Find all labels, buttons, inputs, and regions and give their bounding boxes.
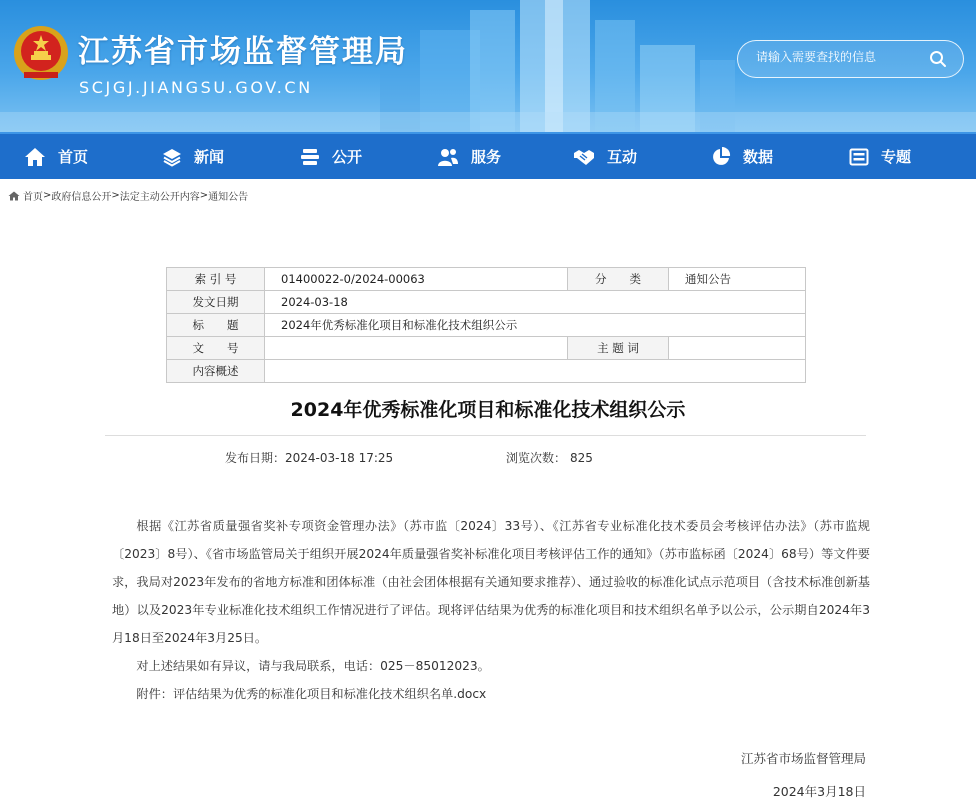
- table-row: [167, 360, 806, 383]
- site-domain: SCJGJ.JIANGSU.GOV.CN: [79, 78, 313, 97]
- publish-date: [225, 449, 393, 466]
- table-row: [167, 291, 806, 314]
- article-paragraph: 对上述结果如有异议，请与我局联系，电话：025－85012023。: [136, 659, 490, 673]
- breadcrumb-separator: >: [111, 190, 120, 201]
- keywords-label: 主 题 词: [568, 337, 669, 360]
- people-icon: [437, 147, 459, 167]
- publish-date-value: 2024-03-18 17:25: [285, 451, 394, 465]
- breadcrumb-separator: >: [43, 190, 52, 201]
- date-value: 2024-03-18: [265, 291, 806, 314]
- view-count: [506, 449, 593, 466]
- view-count-label: 浏览次数：: [506, 451, 567, 465]
- nav-item-topics[interactable]: [849, 134, 911, 179]
- attachment-label: 附件：: [136, 687, 173, 701]
- home-icon: [24, 147, 46, 167]
- site-title: 江苏省市场监督管理局: [78, 34, 408, 70]
- date-label: 发文日期: [167, 291, 265, 314]
- category-label: 分 类: [568, 268, 669, 291]
- handshake-icon: [573, 147, 595, 167]
- home-icon: [8, 191, 20, 201]
- summary-value: [265, 360, 806, 383]
- search-input[interactable]: [756, 50, 921, 64]
- nav-item-label: 首页: [58, 148, 89, 166]
- table-row: [167, 314, 806, 337]
- title-value: 2024年优秀标准化项目和标准化技术组织公示: [265, 314, 806, 337]
- nav-item-label: 专题: [881, 148, 912, 166]
- layers-icon: [162, 147, 182, 167]
- attachment-link[interactable]: 评估结果为优秀的标准化项目和标准化技术组织名单.docx: [172, 687, 487, 701]
- title-divider: [105, 435, 866, 436]
- nav-item-home[interactable]: [24, 134, 88, 179]
- nav-item-label: 服务: [471, 148, 502, 166]
- index-value: 01400022-0/2024-00063: [265, 268, 568, 291]
- breadcrumb-separator: >: [199, 190, 209, 201]
- view-count-value: 825: [570, 451, 593, 465]
- sign-date: 2024年3月18日: [772, 784, 866, 799]
- attachment-line: [112, 680, 870, 708]
- breadcrumb-home[interactable]: 首页: [23, 192, 43, 203]
- table-row: [167, 337, 806, 360]
- nav-item-label: 新闻: [194, 148, 225, 166]
- breadcrumb: [8, 188, 248, 203]
- site-header: [0, 0, 976, 132]
- breadcrumb-gov-info[interactable]: 政府信息公开: [51, 192, 112, 203]
- search-icon[interactable]: [929, 50, 947, 68]
- nav-item-interact[interactable]: [573, 134, 637, 179]
- nav-item-open[interactable]: [300, 134, 362, 179]
- article-paragraph: 根据《江苏省质量强省奖补专项资金管理办法》（苏市监〔2024〕33号）、《江苏省专业标准化技术委员会考核评估办法》（苏市监规〔2023〕8号）、《省市场监管局关于组织开展2024年质量强省奖补标准化项目考核评估工作的通知》（苏市监标函〔2024〕68号）等文件要求，我局对2023年发布的省地方标准和团体标准（由社会团体根据有关通知要求推荐）、通过验收的标准化试点示范项目（含技术标准创新基地）以及2023年专业标准化技术组织工作情况进行了评估。现将评估结果为优秀的标准化项目和技术组织名单予以公示，公示期自2024年3月18日至2024年3月25日。: [112, 519, 870, 645]
- nav-item-label: 数据: [743, 148, 774, 166]
- search-box: [737, 40, 964, 78]
- nav-item-service[interactable]: [437, 134, 501, 179]
- breadcrumb-notices[interactable]: 通知公告: [208, 192, 249, 203]
- nav-item-label: 公开: [332, 148, 363, 166]
- main-nav: [0, 132, 976, 179]
- pie-chart-icon: [711, 147, 731, 167]
- publish-date-label: 发布日期：: [225, 451, 286, 465]
- category-value: 通知公告: [669, 268, 806, 291]
- docno-value: [265, 337, 568, 360]
- stack-icon: [300, 147, 320, 167]
- docno-label: 文 号: [167, 337, 265, 360]
- summary-label: 内容概述: [167, 360, 265, 383]
- national-emblem-icon: [12, 24, 70, 84]
- keywords-value: [669, 337, 806, 360]
- title-label: 标 题: [167, 314, 265, 337]
- signature: 江苏省市场监督管理局: [740, 751, 866, 766]
- document-meta-table: [166, 267, 806, 383]
- table-row: [167, 268, 806, 291]
- grid-icon: [849, 147, 869, 167]
- nav-item-label: 互动: [607, 148, 638, 166]
- breadcrumb-legal-content[interactable]: 法定主动公开内容: [119, 192, 200, 203]
- nav-item-news[interactable]: [162, 134, 224, 179]
- article-title: 2024年优秀标准化项目和标准化技术组织公示: [290, 399, 686, 421]
- index-label: 索 引 号: [167, 268, 265, 291]
- article-body: [112, 512, 870, 708]
- nav-item-data[interactable]: [711, 134, 773, 179]
